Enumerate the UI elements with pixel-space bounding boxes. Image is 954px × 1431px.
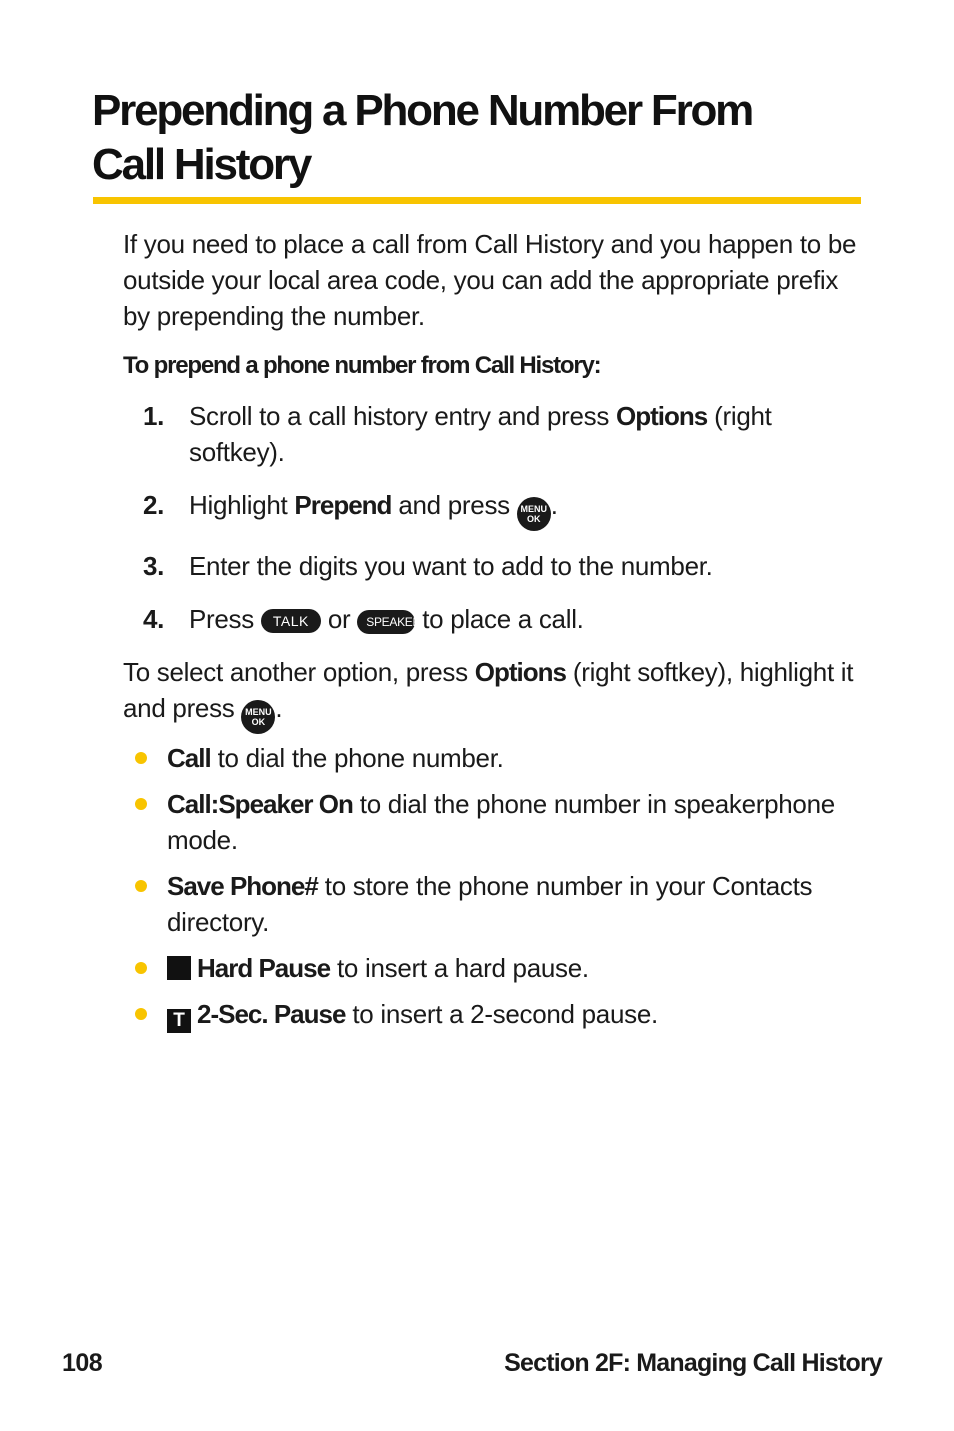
option-name: Hard Pause xyxy=(197,953,331,983)
list-item xyxy=(123,950,863,986)
step-number: 3. xyxy=(143,551,165,581)
section-footer: Section 2F: Managing Call History xyxy=(504,1349,882,1377)
menu-key-label: MENU xyxy=(520,504,548,514)
step-item xyxy=(123,487,863,531)
options-keyword: Options xyxy=(474,657,566,687)
menu-ok-key-icon xyxy=(241,700,275,734)
step-number: 2. xyxy=(143,490,165,520)
step-text: to place a call. xyxy=(415,604,584,634)
page-title-line-1: Prepending a Phone Number From xyxy=(92,86,753,135)
ok-key-label: OK xyxy=(251,717,266,727)
step-number: 1. xyxy=(143,401,165,431)
option-name: Save Phone# xyxy=(167,871,318,901)
list-item xyxy=(123,868,863,940)
step-item xyxy=(123,601,863,637)
options-paragraph xyxy=(123,654,863,734)
menu-key-label: MENU xyxy=(245,707,272,717)
options-text: . xyxy=(275,693,283,723)
step-list xyxy=(123,398,863,637)
list-item xyxy=(123,740,863,776)
page-content xyxy=(123,226,863,1043)
step-keyword: Prepend xyxy=(294,490,392,520)
page-title-line-2: Call History xyxy=(92,140,311,189)
step-text: Highlight xyxy=(189,490,295,520)
hard-pause-icon xyxy=(167,956,191,980)
bullet-icon xyxy=(135,880,147,892)
step-text: . xyxy=(550,490,558,520)
option-description: to insert a 2-second pause. xyxy=(345,999,658,1029)
option-name: Call xyxy=(167,743,211,773)
page-title xyxy=(92,84,892,192)
intro-paragraph: If you need to place a call from Call History and you happen to be outside your local area code, you can add the appropriate prefix by prepending the number. xyxy=(123,229,857,331)
step-item xyxy=(123,398,863,470)
page-number: 108 xyxy=(62,1349,103,1377)
list-item xyxy=(123,786,863,858)
option-name: 2-Sec. Pause xyxy=(197,999,346,1029)
procedure-heading: To prepend a phone number from Call History: xyxy=(123,352,601,379)
title-divider xyxy=(93,197,861,204)
step-text: Scroll to a call history entry and press xyxy=(189,401,616,431)
talk-key-icon: TALK xyxy=(261,609,321,633)
step-text: Press xyxy=(189,604,261,634)
menu-ok-key-icon xyxy=(517,497,551,531)
step-text: and press xyxy=(391,490,517,520)
bullet-icon xyxy=(135,962,147,974)
bullet-icon xyxy=(135,1008,147,1020)
bullet-icon xyxy=(135,752,147,764)
step-keyword: Options xyxy=(616,401,708,431)
bullet-icon xyxy=(135,798,147,810)
step-text: (right softkey). xyxy=(189,401,772,467)
option-description: to insert a hard pause. xyxy=(330,953,589,983)
options-text: (right softkey), highlight it and press xyxy=(123,657,854,723)
step-text: or xyxy=(320,604,358,634)
options-text: To select another option, press xyxy=(123,657,475,687)
step-item xyxy=(123,548,863,584)
list-item xyxy=(123,996,863,1033)
step-text: Enter the digits you want to add to the number. xyxy=(189,551,713,581)
speaker-key-icon: SPEAKER xyxy=(357,610,415,634)
ok-key-label: OK xyxy=(527,514,541,524)
options-list xyxy=(123,740,863,1033)
option-description: to dial the phone number. xyxy=(210,743,504,773)
step-number: 4. xyxy=(143,604,165,634)
option-description: to store the phone number in your Contacts directory. xyxy=(167,871,813,937)
option-description: to dial the phone number in speakerphone mode. xyxy=(167,789,835,855)
timed-pause-icon: T xyxy=(167,1009,191,1033)
option-name: Call:Speaker On xyxy=(167,789,353,819)
